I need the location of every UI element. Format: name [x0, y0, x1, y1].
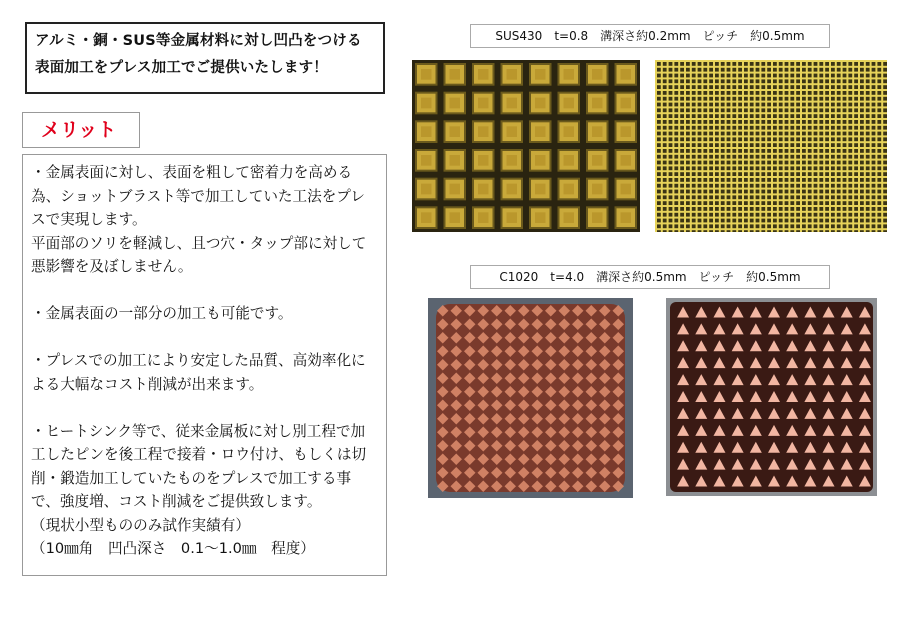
merit-description: ・金属表面に対し、表面を粗して密着力を高める為、ショットブラスト等で加工していた工法をプレスで実現します。 平面部のソリを軽減し、且つ穴・タップ部に対して悪影響を及ぼしません。 ・金属表面の一部分の加工も可能です。 ・プレスでの加工により安定した品質、高効率化による大幅なコスト削減が出来ます。 ・ヒートシンク等で、従来金属板に対し別工程で加工したピンを後工程で接着・ロウ付け、もしくは切削・鍛造加工していたものをプレスで加工する事で、強度増、コスト削減をご提供致します。 （現状小型もののみ試作実績有） （10㎜角 凹凸深さ 0.1～1.0㎜ 程度）: [22, 154, 387, 576]
headline-line-1: アルミ・銅・SUS等金属材料に対し凹凸をつける: [35, 33, 362, 49]
c1020-caption: C1020 t=4.0 溝深さ約0.5mm ピッチ 約0.5mm: [470, 265, 830, 289]
headline-box: [25, 22, 385, 94]
sus430-fine-grid-photo: [655, 60, 887, 232]
c1020-dense-pyramid-photo: [428, 298, 633, 498]
sus430-caption: SUS430 t=0.8 溝深さ約0.2mm ピッチ 約0.5mm: [470, 24, 830, 48]
merit-label: メリット: [22, 112, 140, 148]
sus430-coarse-grid-photo: [412, 60, 640, 232]
headline-line-2: 表面加工をプレス加工でご提供いたします！: [35, 60, 328, 76]
c1020-pyramid-photo: [666, 298, 877, 496]
